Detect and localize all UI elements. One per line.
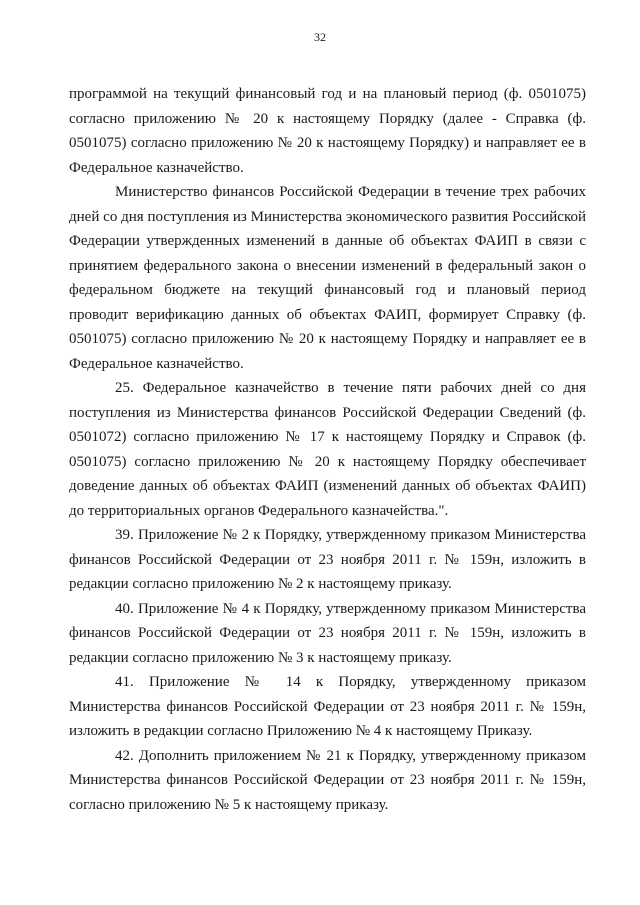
paragraph-item-42: 42. Дополнить приложением № 21 к Порядку, утвержденному приказом Министерства финансов Российской Федерации от 23 ноября 2011 г. № 159н, согласно приложению № 5 к настоящему приказу. (69, 747, 586, 813)
page-number: 32 (314, 30, 326, 44)
paragraph-item-25: 25. Федеральное казначейство в течение пяти рабочих дней со дня поступления из Министерства финансов Российской Федерации Сведений (ф. 0501072) согласно приложению № 17 к настоящему Порядку и Справок (ф. 0501075) согласно приложению № 20 к настоящему Порядку обеспечивает доведение данных об объектах ФАИП (изменений данных об объектах ФАИП) до территориальных органов Федерального казначейства.". (69, 380, 586, 519)
document-body (69, 82, 586, 817)
paragraph-minfin-verification: Министерство финансов Российской Федерации в течение трех рабочих дней со дня поступления из Министерства экономического развития Российской Федерации утвержденных изменений в данные об объектах ФАИП в связи с принятием федерального закона о внесении изменений в федеральный закон о федеральном бюджете на текущий финансовый год и плановый период проводит верификацию данных об объектах ФАИП, формирует Справку (ф. 0501075) согласно приложению № 20 к настоящему Порядку и направляет ее в Федеральное казначейство. (69, 184, 586, 372)
paragraph-item-40: 40. Приложение № 4 к Порядку, утвержденному приказом Министерства финансов Российской Федерации от 23 ноября 2011 г. № 159н, изложить в редакции согласно приложению № 3 к настоящему приказу. (69, 600, 586, 666)
paragraph-item-39: 39. Приложение № 2 к Порядку, утвержденному приказом Министерства финансов Российской Федерации от 23 ноября 2011 г. № 159н, изложить в редакции согласно приложению № 2 к настоящему приказу. (69, 527, 586, 592)
paragraph-continuation: программой на текущий финансовый год и на плановый период (ф. 0501075) согласно приложению № 20 к настоящему Порядку (далее - Справка (ф. 0501075) согласно приложению № 20 к настоящему Порядку) и направляет ее в Федеральное казначейство. (69, 86, 586, 176)
paragraph-item-41: 41. Приложение № 14 к Порядку, утвержденному приказом Министерства финансов Российской Федерации от 23 ноября 2011 г. № 159н, изложить в редакции согласно Приложению № 4 к настоящему Приказу. (69, 674, 586, 739)
